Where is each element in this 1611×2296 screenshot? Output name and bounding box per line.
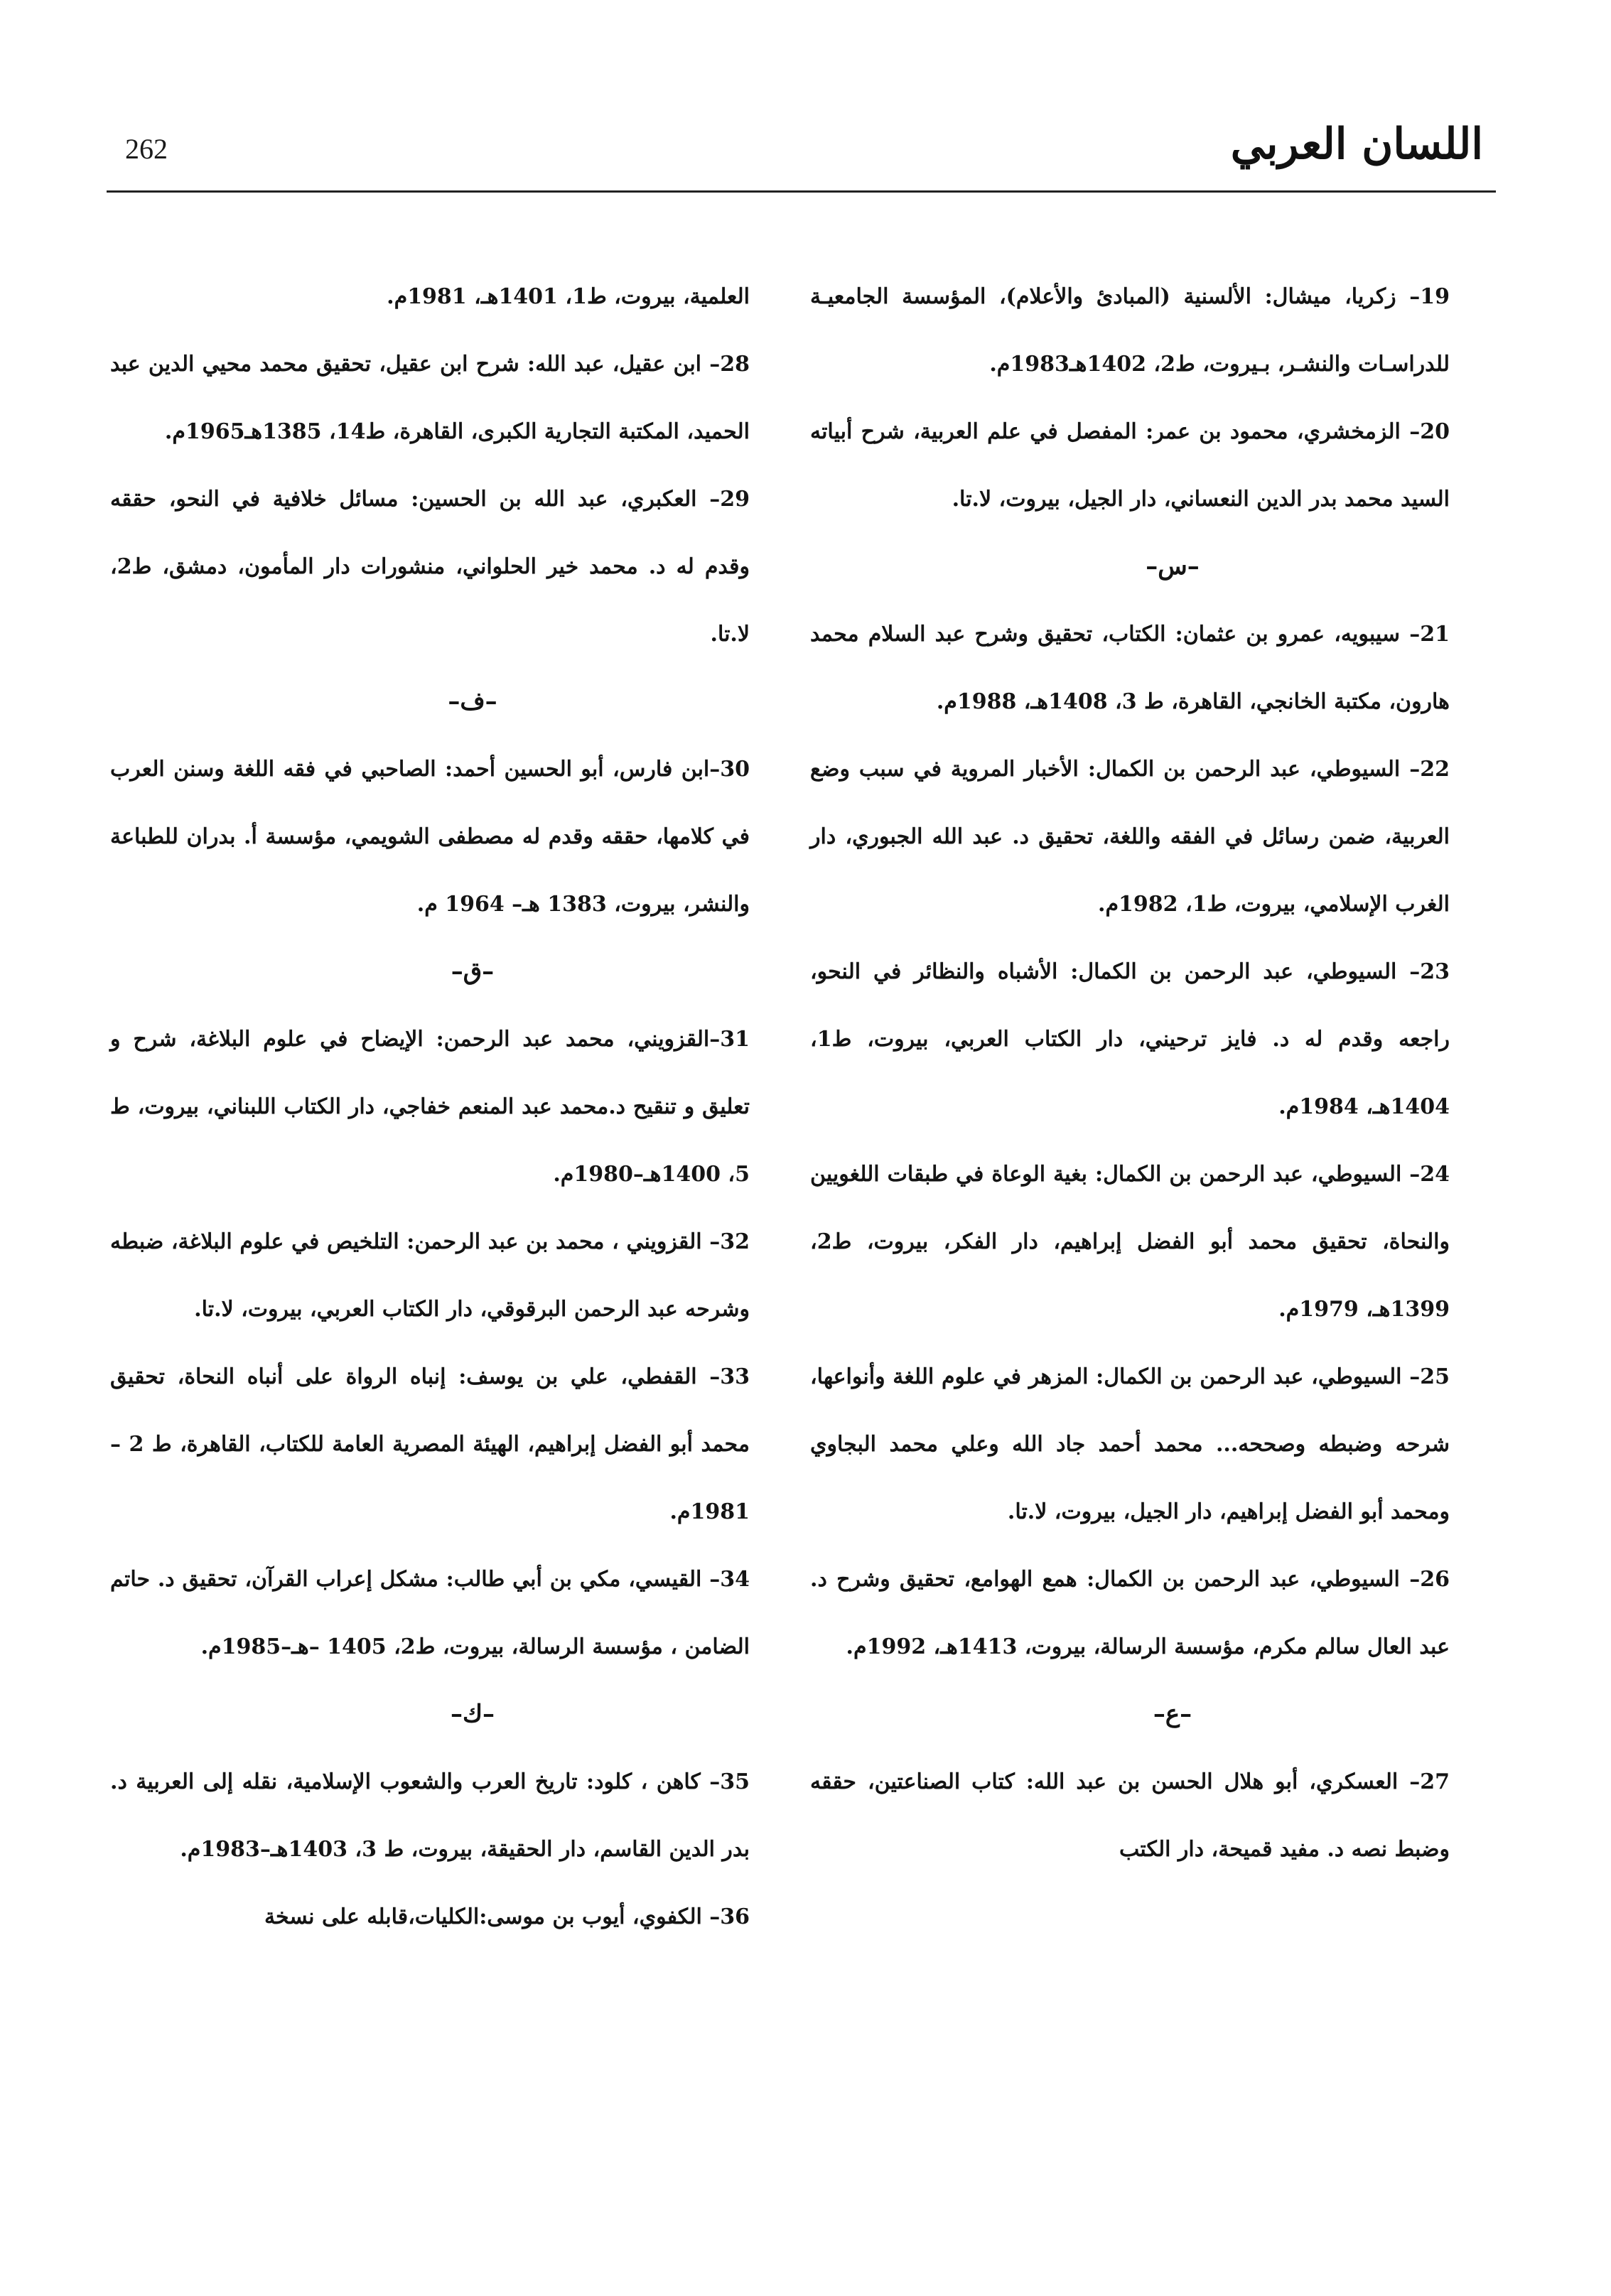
- bibliography-entry-33: 33– القفطي، علي بن يوسف: إنباه الرواة على أنباه النحاة، تحقيق محمد أبو الفضل إبراهيم، الهيئة المصرية العامة للكتاب، القاهرة، ط 2 –1981م.: [110, 1364, 750, 1524]
- bibliography-entry-29: 29– العكبري، عبد الله بن الحسين: مسائل خلافية في النحو، حققه وقدم له د. محمد خير الحلواني، منشورات دار المأمون، دمشق، ط2، لا.تا.: [110, 487, 750, 647]
- header-divider: [107, 190, 1496, 193]
- bibliography-entry-27: 27– العسكري، أبو هلال الحسن بن عبد الله: كتاب الصناعتين، حققه وضبط نصه د. مفيد قميحة، دار الكتب: [810, 1769, 1450, 1862]
- bibliography-entry-24: 24– السيوطي، عبد الرحمن بن الكمال: بغية الوعاة في طبقات اللغويين والنحاة، تحقيق محمد أبو الفضل إبراهيم، دار الفكر، بيروت، ط2، 1399هـ، 1979م.: [810, 1162, 1450, 1322]
- bibliography-entry-25: 25– السيوطي، عبد الرحمن بن الكمال: المزهر في علوم اللغة وأنواعها، شرحه وضبطه وصححه... محمد أحمد جاد الله وعلي محمد البجاوي ومحمد أبو الفضل إبراهيم، دار الجيل، بيروت، لا.تا.: [810, 1364, 1450, 1524]
- bibliography-entry-22: 22– السيوطي، عبد الرحمن بن الكمال: الأخبار المروية في سبب وضع العربية، ضمن رسائل في الفقه واللغة، تحقيق د. عبد الله الجبوري، دار الغرب الإسلامي، بيروت، ط1، 1982م.: [810, 757, 1450, 917]
- bibliography-entry-26: 26– السيوطي، عبد الرحمن بن الكمال: همع الهوامع، تحقيق وشرح د. عبد العال سالم مكرم، مؤسسة الرسالة، بيروت، 1413هـ، 1992م.: [810, 1567, 1450, 1659]
- bibliography-entry-35: 35– كاهن ، كلود: تاريخ العرب والشعوب الإسلامية، نقله إلى العربية د. بدر الدين القاسم، دار الحقيقة، بيروت، ط 3، 1403هـ–1983م.: [110, 1769, 750, 1862]
- bibliography-entry-21: 21– سيبويه، عمرو بن عثمان: الكتاب، تحقيق وشرح عبد السلام محمد هارون، مكتبة الخانجي، القاهرة، ط 3، 1408هـ، 1988م.: [810, 622, 1450, 714]
- bibliography-entry-30: 30–ابن فارس، أبو الحسين أحمد: الصاحبي في فقه اللغة وسنن العرب في كلامها، حققه وقدم له مصطفى الشويمي، مؤسسة أ. بدران للطباعة والنشر، بيروت، 1383 هـ– 1964 م.: [110, 757, 750, 917]
- bibliography-entry-27-continued: العلمية، بيروت، ط1، 1401هـ، 1981م.: [387, 284, 750, 309]
- bibliography-entry-36: 36– الكفوي، أيوب بن موسى:الكليات،قابله على نسخة: [264, 1904, 750, 1929]
- bibliography-entry-34: 34– القيسي، مكي بن أبي طالب: مشكل إعراب القرآن، تحقيق د. حاتم الضامن ، مؤسسة الرسالة، بيروت، ط2، 1405 –هـ–1985م.: [110, 1567, 750, 1659]
- section-heading-fa: –ف–: [448, 687, 497, 716]
- section-heading-sin: –س–: [1146, 552, 1200, 581]
- bibliography-entry-28: 28– ابن عقيل، عبد الله: شرح ابن عقيل، تحقيق محمد محيي الدين عبد الحميد، المكتبة التجارية الكبرى، القاهرة، ط14، 1385هـ1965م.: [110, 352, 750, 444]
- bibliography-entry-31: 31–القزويني، محمد عبد الرحمن: الإيضاح في علوم البلاغة، شرح و تعليق و تنقيح د.محمد عبد المنعم خفاجي، دار الكتاب اللبناني، بيروت، ط 5، 1400هـ–1980م.: [110, 1027, 750, 1187]
- bibliography-entry-19: 19– زكريا، ميشال: الألسنية (المبادئ والأعلام)، المؤسسة الجامعيـة للدراسـات والنشـر، بـيروت، ط2، 1402هـ1983م.: [810, 284, 1450, 377]
- section-heading-qaf: –ق–: [451, 957, 495, 986]
- page-number: 262: [125, 133, 168, 165]
- section-heading-ayn: –ع–: [1153, 1700, 1192, 1728]
- bibliography-entry-32: 32– القزويني ، محمد بن عبد الرحمن: التلخيص في علوم البلاغة، ضبطه وشرحه عبد الرحمن البرقوقي، دار الكتاب العربي، بيروت، لا.تا.: [110, 1229, 750, 1322]
- bibliography-entry-23: 23– السيوطي، عبد الرحمن بن الكمال: الأشباه والنظائر في النحو، راجعه وقدم له د. فايز ترحيني، دار الكتاب العربي، بيروت، ط1، 1404هـ، 1984م.: [810, 959, 1450, 1119]
- right-column: [810, 263, 1450, 1883]
- section-heading-kaf: –ك–: [450, 1700, 495, 1728]
- left-column: [110, 263, 750, 1951]
- bibliography-entry-20: 20– الزمخشري، محمود بن عمر: المفصل في علم العربية، شرح أبياته السيد محمد بدر الدين النعساني، دار الجيل، بيروت، لا.تا.: [810, 419, 1450, 512]
- journal-title: اللسان العربي: [1230, 119, 1483, 169]
